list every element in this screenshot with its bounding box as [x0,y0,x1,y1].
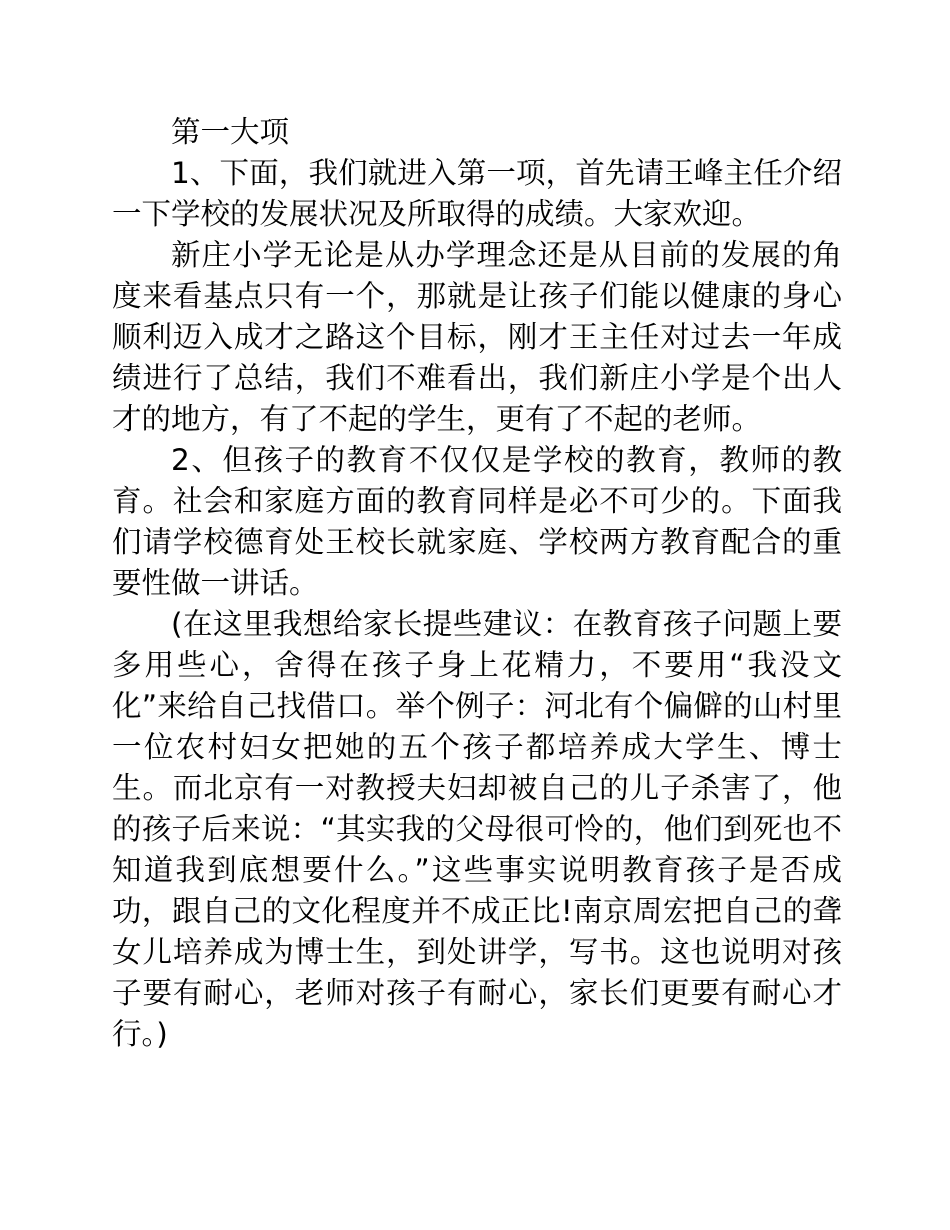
paragraph-item-2: 2、但孩子的教育不仅仅是学校的教育，教师的教育。社会和家庭方面的教育同样是必不可少的。下面我们请学校德育处王校长就家庭、学校两方教育配合的重要性做一讲话。 [112,443,842,600]
paragraph-suggestions: (在这里我想给家长提些建议：在教育孩子问题上要多用些心，舍得在孩子身上花精力，不要用“我没文化”来给自己找借口。举个例子：河北有个偏僻的山村里一位农村妇女把她的五个孩子都培养成大学生、博士生。而北京有一对教授夫妇却被自己的儿子杀害了，他的孩子后来说：“其实我的父母很可怜的，他们到死也不知道我到底想要什么。”这些事实说明教育孩子是否成功，跟自己的文化程度并不成正比!南京周宏把自己的聋女儿培养成为博士生，到处讲学，写书。这也说明对孩子要有耐心，老师对孩子有耐心，家长们更要有耐心才行。) [112,607,842,1051]
section-heading: 第一大项 [171,115,290,149]
paragraph-item-1: 1、下面，我们就进入第一项，首先请王峰主任介绍一下学校的发展状况及所取得的成绩。大家欢迎。 [112,156,842,231]
paragraph-speech-summary: 新庄小学无论是从办学理念还是从目前的发展的角度来看基点只有一个，那就是让孩子们能以健康的身心顺利迈入成才之路这个目标，刚才王主任对过去一年成绩进行了总结，我们不难看出，我们新庄小学是个出人才的地方，有了不起的学生，更有了不起的老师。 [112,238,842,436]
document-body [112,112,842,1055]
